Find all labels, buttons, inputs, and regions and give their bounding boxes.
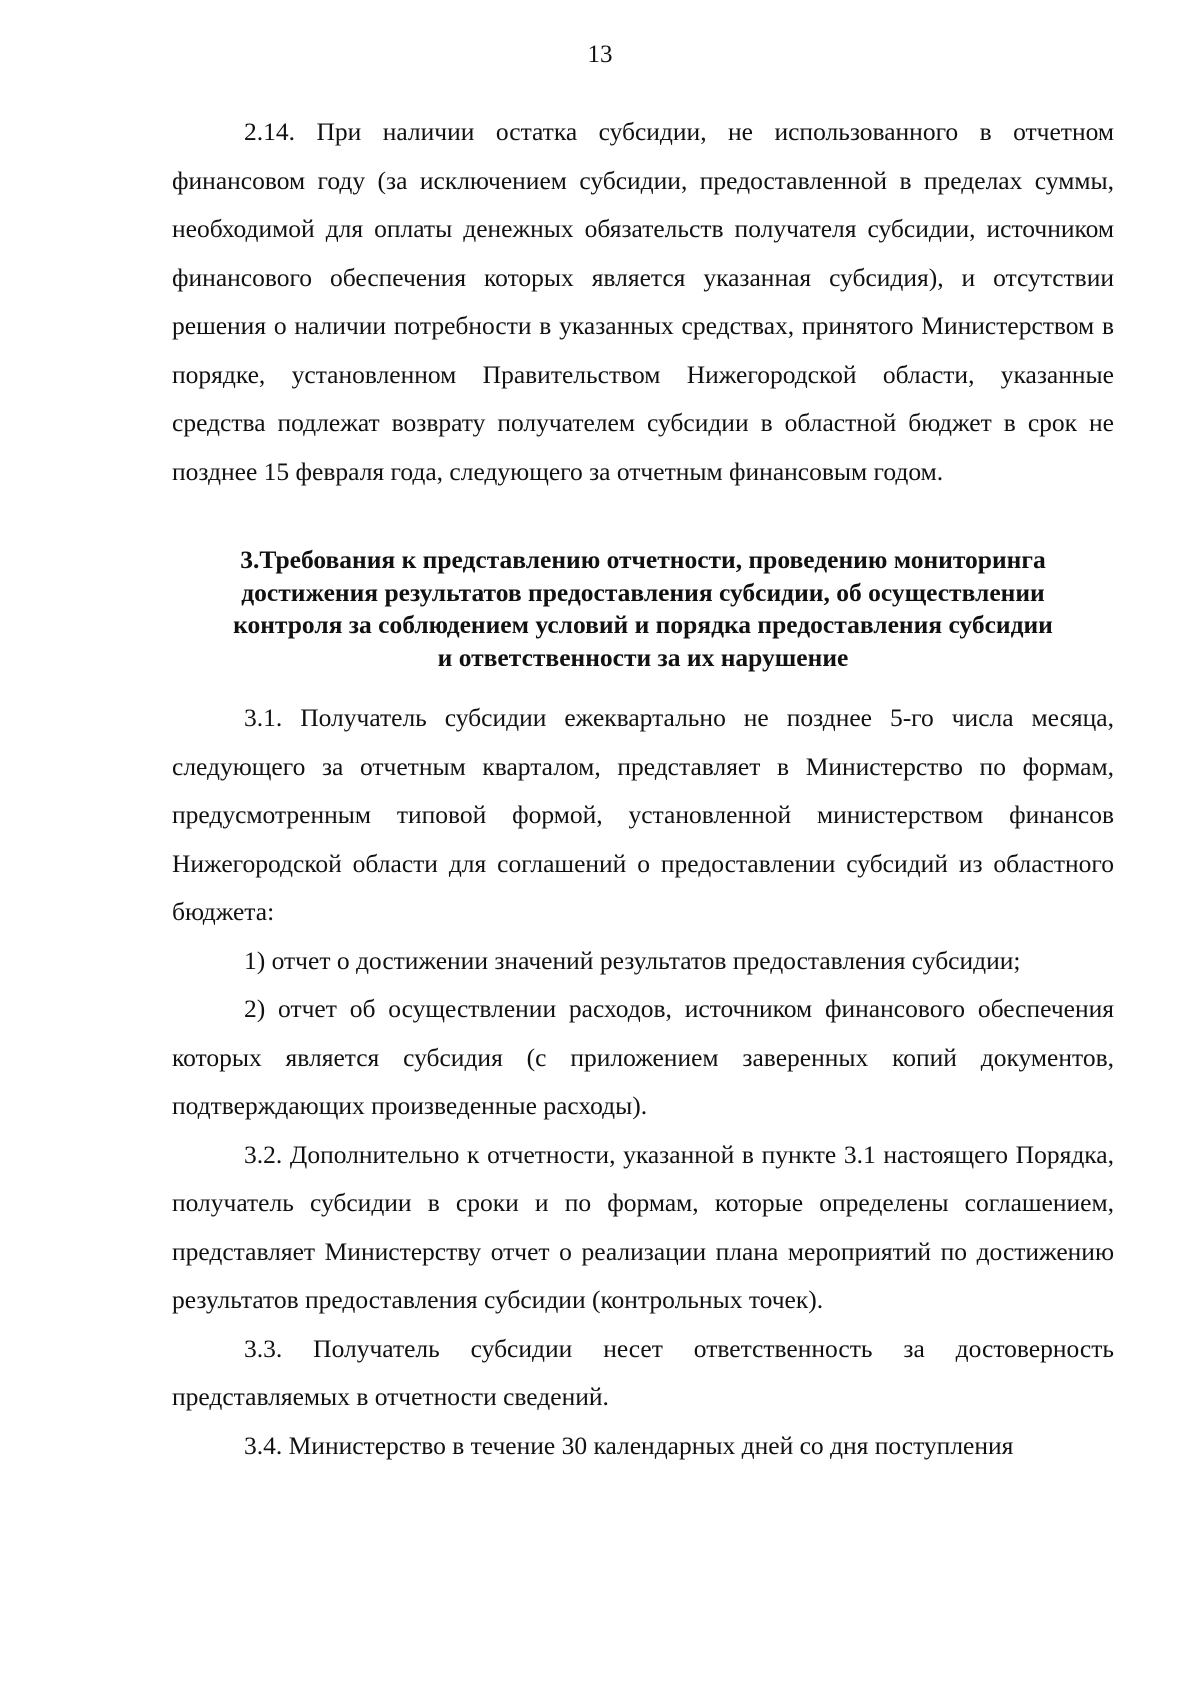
document-body — [172, 108, 1114, 1470]
paragraph-3-2: 3.2. Дополнительно к отчетности, указанной в пункте 3.1 настоящего Порядка, получатель субсидии в сроки и по формам, которые определены соглашением, представляет Министерству отчет о реализации плана мероприятий по достижению результатов предоставления субсидии (контрольных точек). — [172, 1139, 1114, 1314]
list-item-report-expenses: 2) отчет об осуществлении расходов, источником финансового обеспечения которых является субсидия (с приложением заверенных копий документов, подтверждающих произведенные расходы). — [172, 994, 1114, 1120]
page-number: 13 — [587, 41, 613, 68]
list-item-report-results: 1) отчет о достижении значений результатов предоставления субсидии; — [244, 945, 1021, 975]
heading-line: 3.Требования к представлению отчетности, проведению мониторинга — [240, 545, 1046, 574]
paragraph-3-4: 3.4. Министерство в течение 30 календарных дней со дня поступления — [244, 1430, 1014, 1460]
heading-line: и ответственности за их нарушение — [437, 642, 849, 672]
paragraph-2-14: 2.14. При наличии остатка субсидии, не использованного в отчетном финансовом году (за исключением субсидии, предоставленной в пределах суммы, необходимой для оплаты денежных обязательств получателя субсидии, источником финансового обеспечения которых является указанная субсидия), и отсутствии решения о наличии потребности в указанных средствах, принятого Министерством в порядке, установленном Правительством Нижегородской области, указанные средства подлежат возврату получателем субсидии в областной бюджет в срок не позднее 15 февраля года, следующего за отчетным финансовым годом. — [172, 117, 1114, 486]
section-3-heading — [172, 544, 1114, 674]
paragraph-3-3: 3.3. Получатель субсидии несет ответственность за достоверность представляемых в отчетности сведений. — [172, 1333, 1114, 1411]
heading-line: контроля за соблюдением условий и порядка предоставления субсидии — [233, 610, 1053, 639]
paragraph-3-1: 3.1. Получатель субсидии ежеквартально не позднее 5-го числа месяца, следующего за отчетным кварталом, представляет в Министерство по формам, предусмотренным типовой формой, установленной министерством финансов Нижегородской области для соглашений о предоставлении субсидий из областного бюджета: — [172, 703, 1114, 926]
heading-line: достижения результатов предоставления субсидии, об осуществлении — [241, 577, 1045, 607]
